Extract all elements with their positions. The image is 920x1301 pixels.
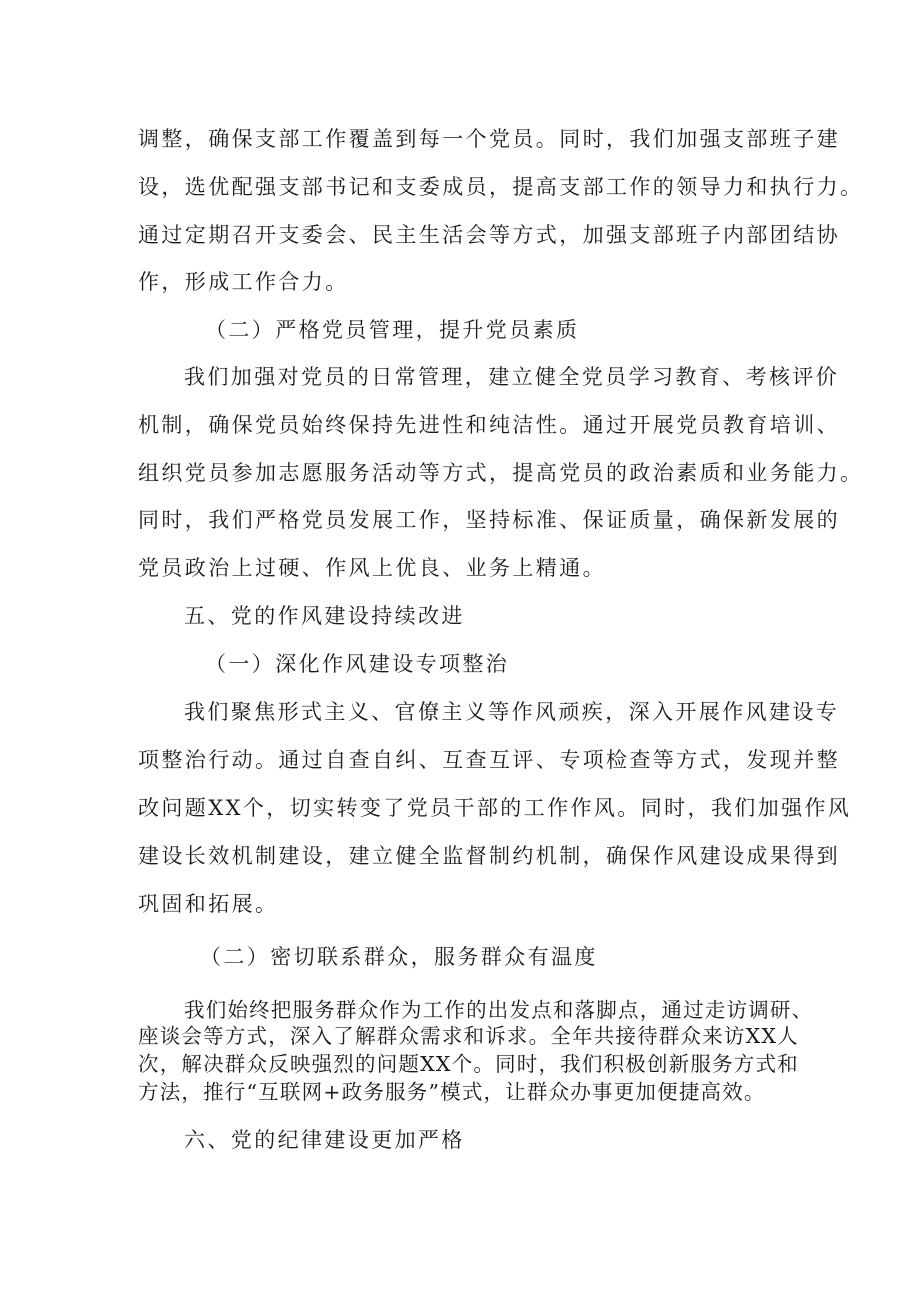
paragraph-line: 次，解决群众反映强烈的问题XX个。同时，我们积极创新服务方式和 [138, 1052, 799, 1076]
paragraph-line: 组织党员参加志愿服务活动等方式，提高党员的政治素质和业务能力。 [138, 461, 864, 485]
paragraph-line: 我们聚焦形式主义、官僚主义等作风顽疾，深入开展作风建设专 [184, 700, 840, 724]
paragraph-line: 作，形成工作合力。 [138, 270, 349, 294]
paragraph-line: 同时，我们严格党员发展工作，坚持标准、保证质量，确保新发展的 [138, 508, 840, 532]
paragraph-line: 建设长效机制建设，建立健全监督制约机制，确保作风建设成果得到 [138, 844, 840, 868]
paragraph-line: 我们始终把服务群众作为工作的出发点和落脚点，通过走访调研、 [184, 998, 814, 1022]
paragraph-line: 通过定期召开支委会、民主生活会等方式，加强支部班子内部团结协 [138, 223, 840, 247]
paragraph-line: 党员政治上过硬、作风上优良、业务上精通。 [138, 556, 606, 580]
paragraph-line: 方法，推行“互联网+政务服务”模式，让群众办事更加便捷高效。 [138, 1080, 766, 1104]
subsection-heading: （二）密切联系群众，服务群众有温度 [200, 945, 598, 969]
paragraph-line: 项整治行动。通过自查自纠、互查互评、专项检查等方式，发现并整 [138, 748, 840, 772]
paragraph-line: 巩固和拓展。 [138, 892, 279, 916]
subsection-heading: （一）深化作风建设专项整治 [205, 652, 510, 676]
chapter-heading: 六、党的纪律建设更加严格 [184, 1128, 465, 1152]
paragraph-line: 我们加强对党员的日常管理，建立健全党员学习教育、考核评价 [184, 365, 840, 389]
paragraph-line: 改问题XX个，切实转变了党员干部的工作作风。同时，我们加强作风 [138, 796, 852, 820]
paragraph-line: 座谈会等方式，深入了解群众需求和诉求。全年共接待群众来访XX人 [138, 1024, 799, 1048]
paragraph-line: 设，选优配强支部书记和支委成员，提高支部工作的领导力和执行力。 [138, 175, 864, 199]
paragraph-line: 调整，确保支部工作覆盖到每一个党员。同时，我们加强支部班子建 [138, 127, 840, 151]
chapter-heading: 五、党的作风建设持续改进 [184, 604, 465, 628]
subsection-heading: （二）严格党员管理，提升党员素质 [205, 318, 580, 342]
paragraph-line: 机制，确保党员始终保持先进性和纯洁性。通过开展党员教育培训、 [138, 413, 840, 437]
